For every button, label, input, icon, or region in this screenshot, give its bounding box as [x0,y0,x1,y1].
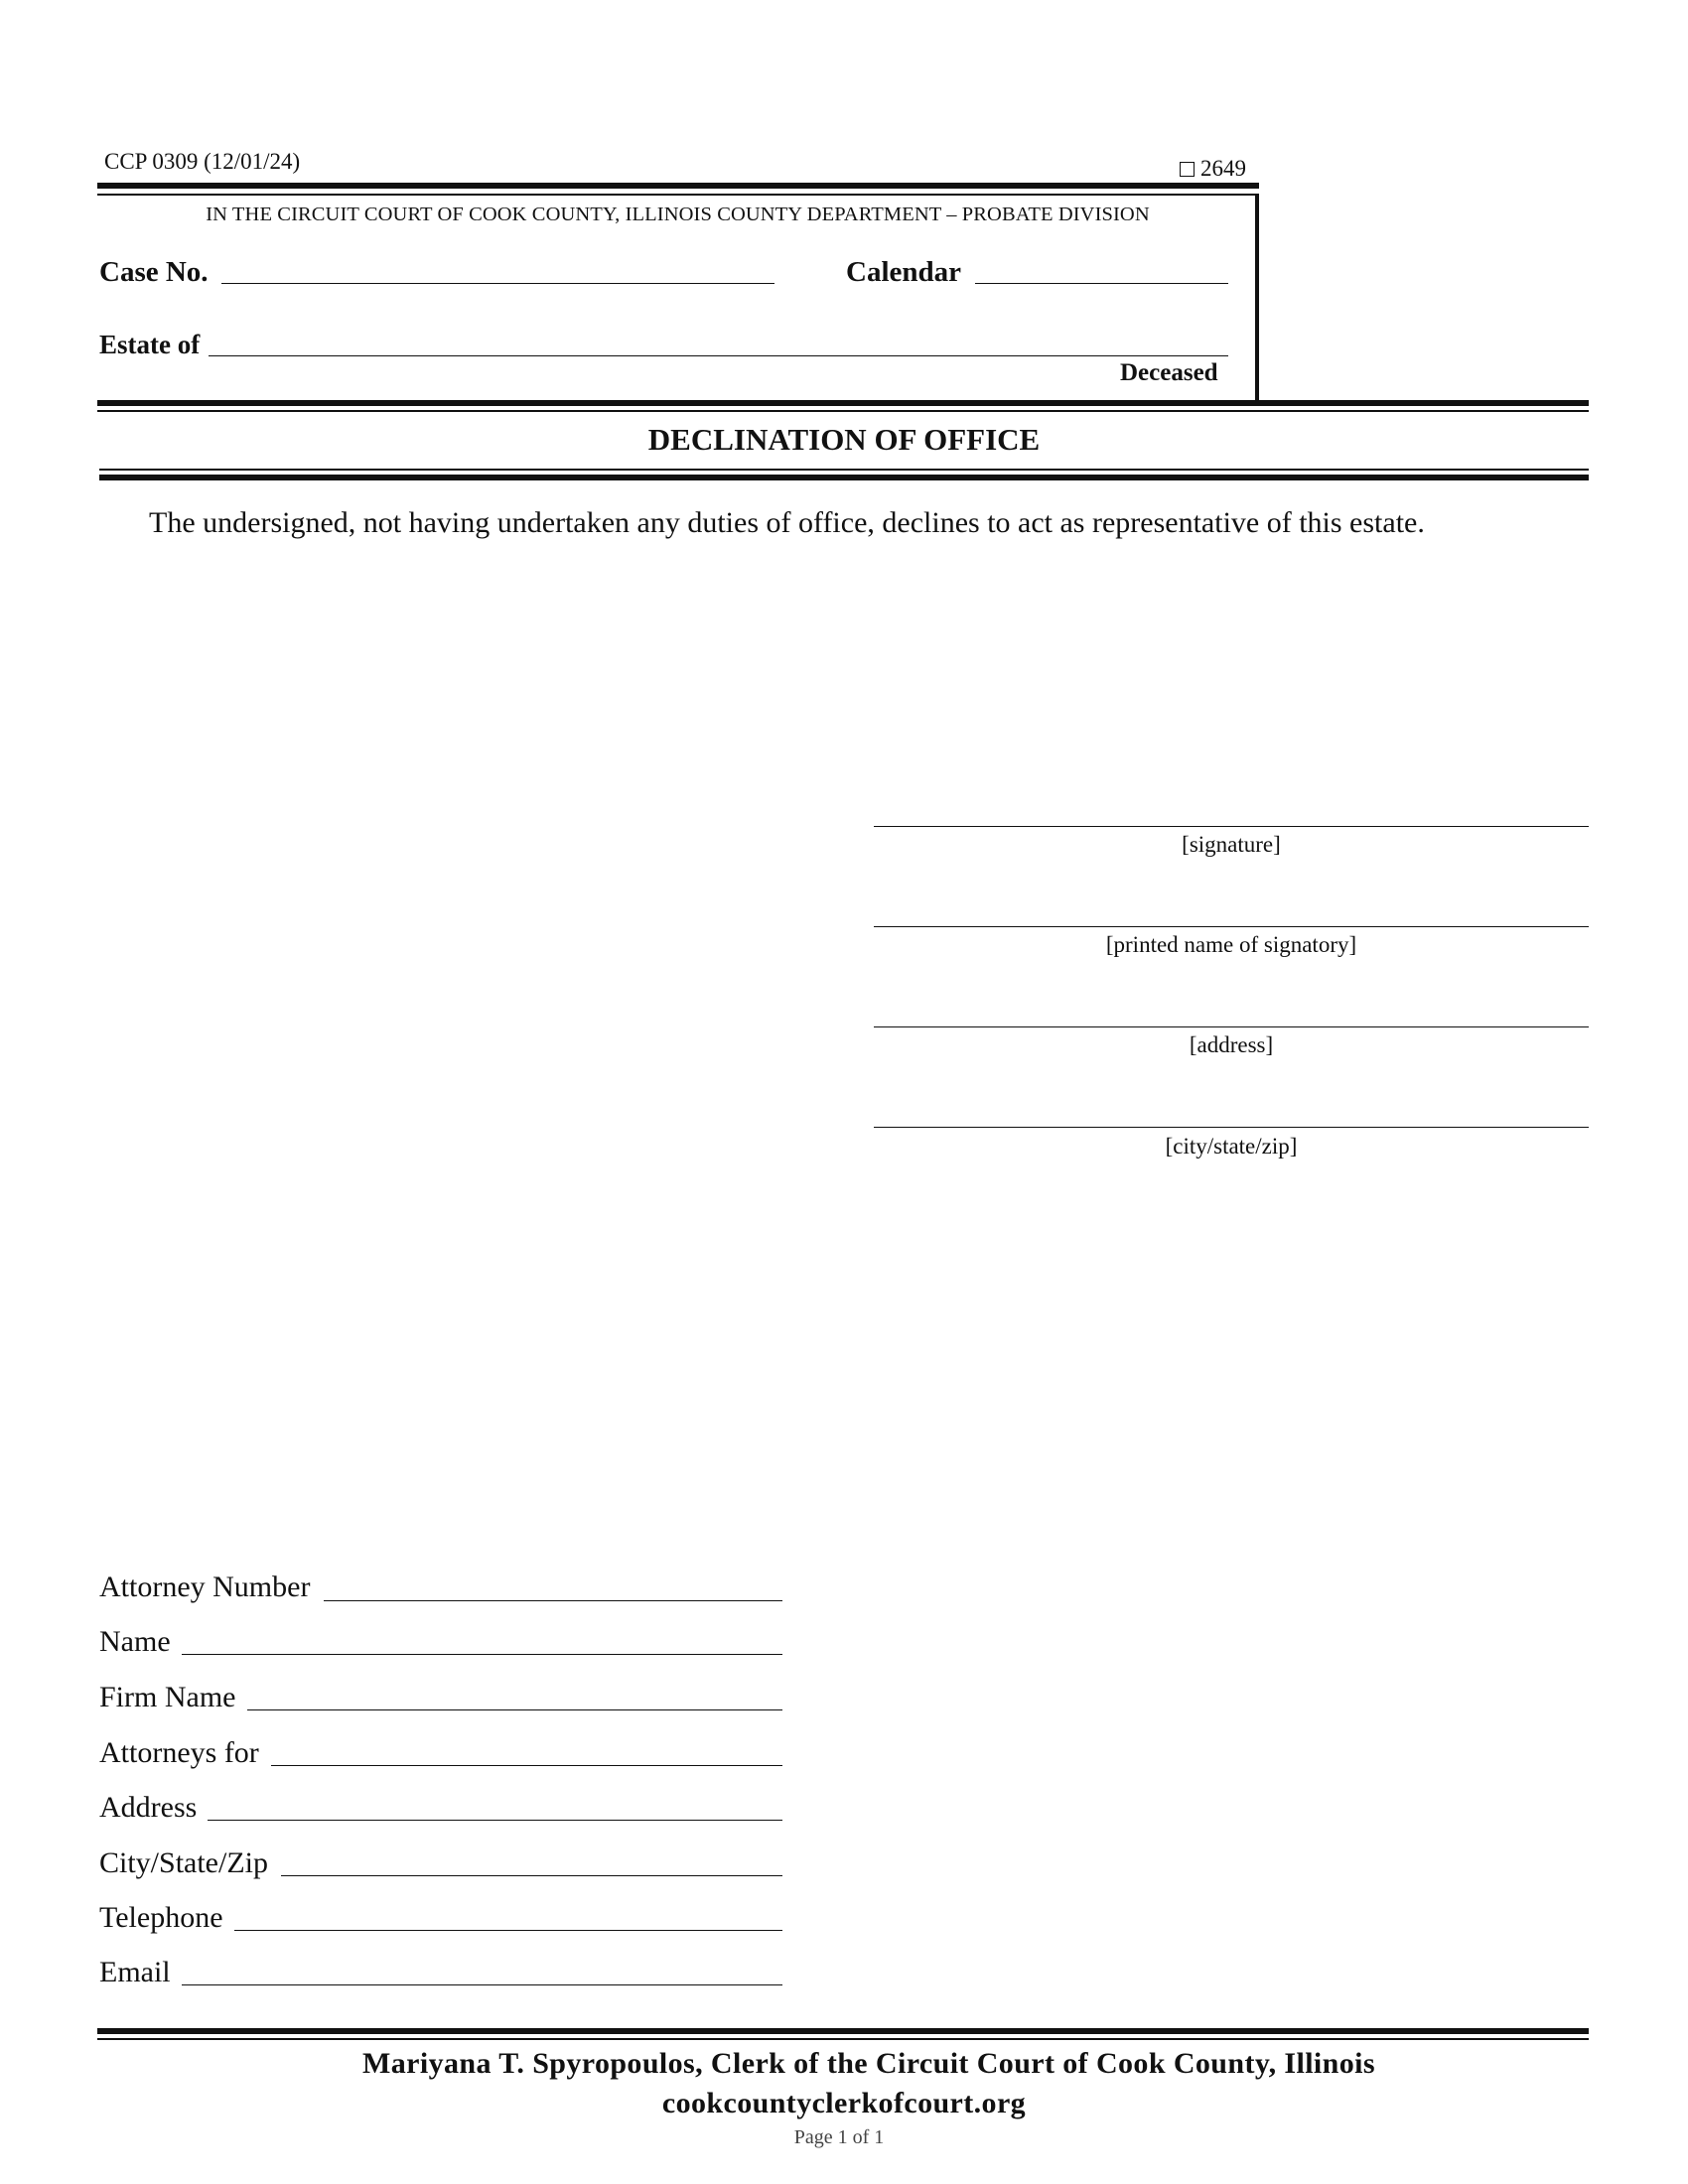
attorney-city-state-zip-field[interactable] [281,1875,782,1876]
clerk-line: Mariyana T. Spyropoulos, Clerk of the Circuit Court of Cook County, Illinois [362,2047,1375,2080]
firm-name-field[interactable] [247,1709,782,1710]
footer-top-rule [97,2028,1589,2034]
signature-field[interactable] [874,826,1589,827]
form-id: CCP 0309 (12/01/24) [104,149,301,174]
city-state-zip-field[interactable] [874,1127,1589,1128]
case-no-field[interactable] [221,283,774,284]
form-code-label: 2649 [1200,156,1246,181]
form-code-option[interactable] [1180,156,1246,182]
signature-caption: [signature] [1182,832,1281,857]
estate-of-label: Estate of [99,330,201,359]
email-field[interactable] [182,1984,782,1985]
court-caption: IN THE CIRCUIT COURT OF COOK COUNTY, ILLINOIS COUNTY DEPARTMENT – PROBATE DIVISION [206,204,1150,225]
attorneys-for-label: Attorneys for [99,1736,259,1769]
city-state-zip-caption: [city/state/zip] [1165,1134,1298,1159]
declination-statement: The undersigned, not having undertaken any duties of office, declines to act as representative of this estate. [149,506,1425,539]
case-no-label: Case No. [99,256,209,288]
printed-name-caption: [printed name of signatory] [1105,932,1357,957]
attorney-address-field[interactable] [208,1820,782,1821]
attorney-city-state-zip-label: City/State/Zip [99,1846,268,1879]
attorney-name-field[interactable] [182,1654,782,1655]
header-top-rule [97,183,1259,189]
estate-of-field[interactable] [209,355,1228,356]
attorney-number-field[interactable] [324,1600,782,1601]
form-code-checkbox[interactable] [1180,162,1195,177]
firm-name-label: Firm Name [99,1681,236,1713]
title-bottom-rule-thin [99,469,1589,471]
printed-name-field[interactable] [874,926,1589,927]
title-bottom-rule [99,475,1589,480]
deceased-label: Deceased [1120,359,1218,386]
document-title: DECLINATION OF OFFICE [647,422,1041,457]
title-top-rule-thin [97,410,1589,412]
attorney-name-label: Name [99,1625,171,1658]
footer-top-rule-thin [97,2038,1589,2040]
address-field[interactable] [874,1026,1589,1027]
address-caption: [address] [1189,1032,1274,1057]
attorney-address-label: Address [99,1791,198,1824]
attorneys-for-field[interactable] [271,1765,782,1766]
clerk-website: cookcountyclerkofcourt.org [661,2087,1027,2119]
telephone-label: Telephone [99,1901,223,1934]
calendar-label: Calendar [846,256,961,288]
email-label: Email [99,1956,171,1988]
calendar-field[interactable] [975,283,1228,284]
telephone-field[interactable] [234,1930,782,1931]
page-number: Page 1 of 1 [793,2126,885,2148]
attorney-number-label: Attorney Number [99,1570,311,1603]
header-top-rule-thin [97,194,1259,196]
title-top-rule [97,400,1589,406]
